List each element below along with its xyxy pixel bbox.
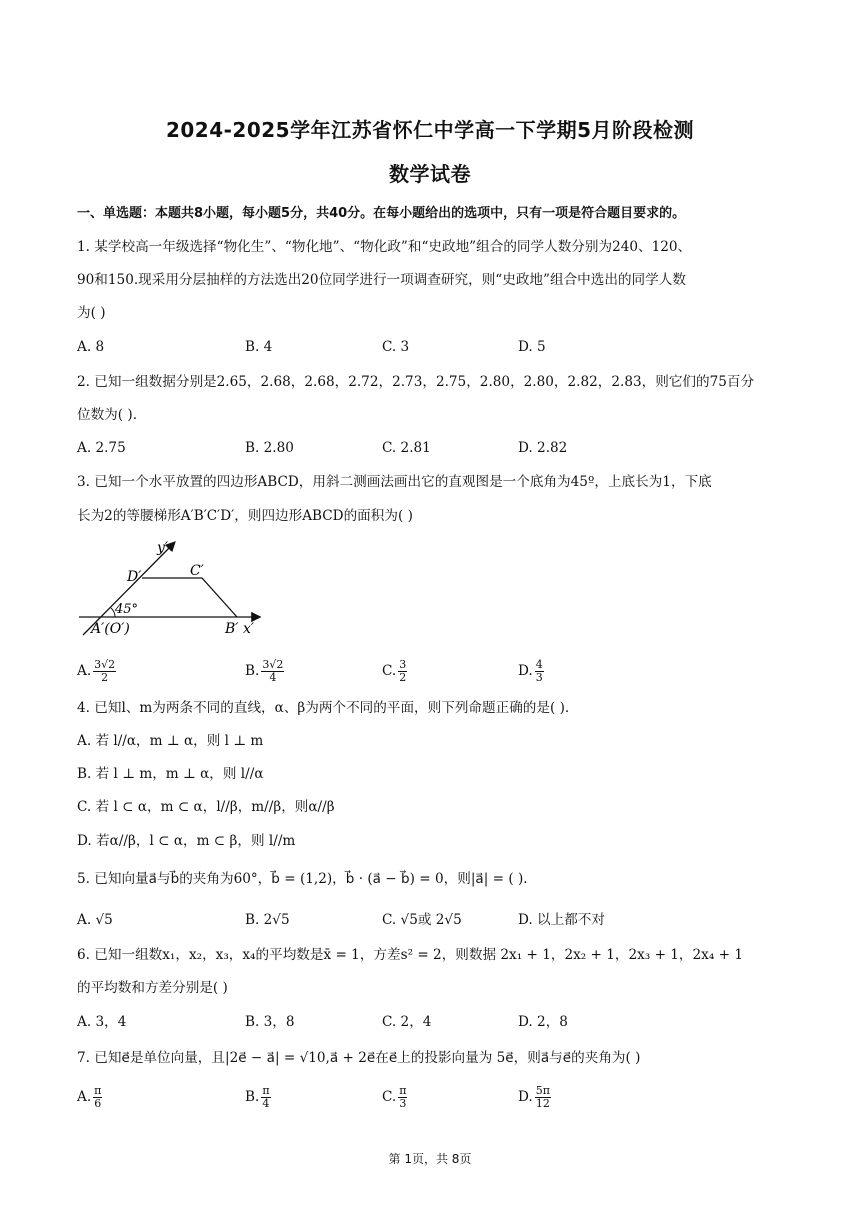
section-heading: 一、单选题：本题共8小题，每小题5分，共40分。在每小题给出的选项中，只有一项是符合题目要求的。 <box>77 206 686 221</box>
q2-option-a: A. 2.75 <box>77 440 126 456</box>
question-3-line-1: 3. 已知一个水平放置的四边形ABCD，用斜二测画法画出它的直观图是一个底角为45º，上底长为1，下底 <box>77 474 712 490</box>
question-3-line-2: 长为2的等腰梯形A′B′C′D′，则四边形ABCD的面积为( ) <box>77 508 413 524</box>
q7-option-c: C. $\frac{\pi}{3}$ <box>382 1084 407 1110</box>
q1-option-a: A. 8 <box>77 339 105 355</box>
trapezoid-outline <box>142 578 237 617</box>
q3-option-d: D. $\frac{4}{3}$ <box>518 658 543 684</box>
q1-option-c: C. 3 <box>382 339 410 355</box>
question-5-line-1: 5. 已知向量a⃗与b⃗的夹角为60°，b⃗ = (1,2)，b⃗ · (a⃗ − b⃗) = 0，则|a⃗| = ( ). <box>77 871 528 887</box>
label-y-axis: y′ <box>157 540 169 556</box>
question-4-line-1: 4. 已知l、m为两条不同的直线，α、β为两个不同的平面，则下列命题正确的是( ). <box>77 700 570 716</box>
label-D: D′ <box>127 569 142 585</box>
page-footer: 第 1页，共 8页 <box>388 1152 472 1166</box>
question-6-line-2: 的平均数和方差分别是( ) <box>77 980 228 996</box>
q4-option-d: D. 若α//β，l ⊂ α，m ⊂ β，则 l//m <box>77 833 296 849</box>
question-2-line-1: 2. 已知一组数据分别是2.65，2.68，2.68，2.72，2.73，2.75，2.80，2.80，2.82，2.83，则它们的75百分 <box>77 374 755 390</box>
question-1-line-1: 1. 某学校高一年级选择“物化生”、“物化地”、“物化政”和“史政地”组合的同学人数分别为240、120、 <box>77 239 692 255</box>
q2-option-d: D. 2.82 <box>518 440 568 456</box>
q1-option-b: B. 4 <box>245 339 273 355</box>
question-1-line-3: 为( ) <box>77 305 106 321</box>
q3-option-a: A. $\frac{3√2}{2}$ <box>77 658 116 684</box>
label-angle: 45° <box>115 602 139 617</box>
q4-option-a: A. 若 l//α，m ⊥ α，则 l ⊥ m <box>77 733 264 749</box>
q4-option-b: B. 若 l ⊥ m，m ⊥ α，则 l//α <box>77 766 264 782</box>
trapezoid-figure <box>77 535 277 645</box>
question-2-line-2: 位数为( ). <box>77 407 138 423</box>
page-subtitle: 数学试卷 <box>389 162 471 186</box>
q3-option-b: B. $\frac{3√2}{4}$ <box>245 658 284 684</box>
q5-option-d: D. 以上都不对 <box>518 912 606 928</box>
q5-option-a: A. √5 <box>77 912 113 928</box>
q3-option-c: C. $\frac{3}{2}$ <box>382 658 407 684</box>
question-7-line-1: 7. 已知e⃗是单位向量，且|2e⃗ − a⃗| = √10,a⃗ + 2e⃗在e⃗上的投影向量为 5e⃗，则a⃗与e⃗的夹角为( ) <box>77 1050 641 1066</box>
label-C: C′ <box>190 563 204 579</box>
q6-option-b: B. 3，8 <box>245 1014 295 1030</box>
q6-option-a: A. 3，4 <box>77 1014 127 1030</box>
q1-option-d: D. 5 <box>518 339 546 355</box>
page-title: 2024-2025学年江苏省怀仁中学高一下学期5月阶段检测 <box>165 118 695 142</box>
q7-option-a: A. $\frac{\pi}{6}$ <box>77 1084 102 1110</box>
q7-option-d: D. $\frac{5\pi}{12}$ <box>518 1084 550 1110</box>
q5-option-b: B. 2√5 <box>245 912 290 928</box>
q5-option-c: C. √5或 2√5 <box>382 912 462 928</box>
q2-option-c: C. 2.81 <box>382 440 431 456</box>
label-A: A′(O′) <box>91 621 130 637</box>
q4-option-c: C. 若 l ⊂ α，m ⊂ α，l//β，m//β，则α//β <box>77 799 335 815</box>
q7-option-b: B. $\frac{\pi}{4}$ <box>245 1084 270 1110</box>
q6-option-c: C. 2，4 <box>382 1014 432 1030</box>
q6-option-d: D. 2，8 <box>518 1014 568 1030</box>
label-x-axis: x′ <box>243 621 255 637</box>
label-B: B′ <box>225 621 239 637</box>
question-1-line-2: 90和150.现采用分层抽样的方法选出20位同学进行一项调查研究，则“史政地”组合中选出的同学人数 <box>77 272 686 288</box>
question-6-line-1: 6. 已知一组数x₁，x₂，x₃，x₄的平均数是x̄ = 1，方差s² = 2，则数据 2x₁ + 1，2x₂ + 1，2x₃ + 1，2x₄ + 1 <box>77 947 743 963</box>
q2-option-b: B. 2.80 <box>245 440 294 456</box>
